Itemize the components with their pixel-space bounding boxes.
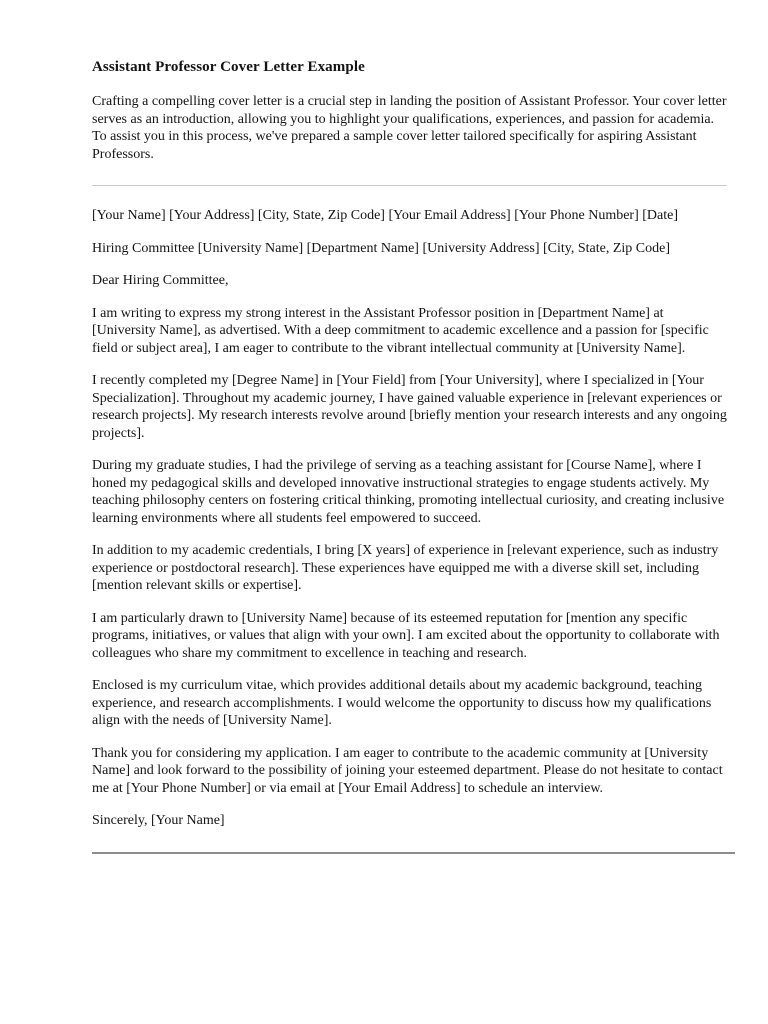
letter-sender-block: [Your Name] [Your Address] [City, State, Zip Code] [Your Email Address] [Your Phone Number] [Date]: [92, 208, 679, 223]
letter-body-paragraph: In addition to my academic credentials, I bring [X years] of experience in [relevant experience, such as industry experience or postdoctoral research]. These experiences have equipped me with a diverse skill set, including [mention relevant skills or expertise].: [92, 543, 719, 593]
letter-closing: Sincerely, [Your Name]: [92, 813, 225, 828]
letter-body-paragraph: Thank you for considering my application. I am eager to contribute to the academic community at [University Name] and look forward to the possibility of joining your esteemed department. Please do not hesitate to contact me at [Your Phone Number] or via email at [Your Email Address] to schedule an interview.: [92, 745, 723, 796]
letter-body-paragraph: I am writing to express my strong interest in the Assistant Professor position in [Department Name] at [University Name], as advertised. With a deep commitment to academic excellence and a passion for [specific field or subject area], I am eager to contribute to the vibrant intellectual community at [University Name].: [92, 305, 709, 356]
letter-body-paragraph: I recently completed my [Degree Name] in [Your Field] from [Your University], where I specialized in [Your Specialization]. Throughout my academic journey, I have gained valuable experience in [relevant experiences or research projects]. My research interests revolve around [briefly mention your research interests and any ongoing projects].: [92, 373, 727, 441]
intro-paragraph: Crafting a compelling cover letter is a crucial step in landing the position of Assistant Professor. Your cover letter serves as an introduction, allowing you to highlight your qualifications, experiences, and passion for academia. To assist you in this process, we've prepared a sample cover letter tailored specifically for aspiring Assistant Professors.: [92, 94, 727, 162]
letter-body-paragraph: I am particularly drawn to [University Name] because of its esteemed reputation for [mention any specific programs, initiatives, or values that align with your own]. I am excited about the opportunity to collaborate with colleagues who share my commitment to excellence in teaching and research.: [92, 610, 720, 661]
cover-letter-body: [92, 207, 727, 830]
section-divider-bottom: [92, 852, 735, 854]
letter-body-paragraph: Enclosed is my curriculum vitae, which provides additional details about my academic background, teaching experience, and research accomplishments. I would welcome the opportunity to discuss how my qualifications align with the needs of [University Name].: [92, 678, 712, 728]
section-divider-top: [92, 185, 727, 186]
letter-salutation: Dear Hiring Committee,: [92, 273, 229, 288]
letter-body-paragraph: During my graduate studies, I had the privilege of serving as a teaching assistant for [Course Name], where I honed my pedagogical skills and developed innovative instructional strategies to engage students actively. My teaching philosophy centers on fostering critical thinking, promoting intellectual curiosity, and creating inclusive learning environments where all students feel empowered to succeed.: [92, 458, 725, 526]
letter-recipient-block: Hiring Committee [University Name] [Department Name] [University Address] [City, State, Zip Code]: [92, 240, 671, 256]
page-title: Assistant Professor Cover Letter Example: [92, 59, 365, 75]
document-content: [92, 58, 727, 854]
